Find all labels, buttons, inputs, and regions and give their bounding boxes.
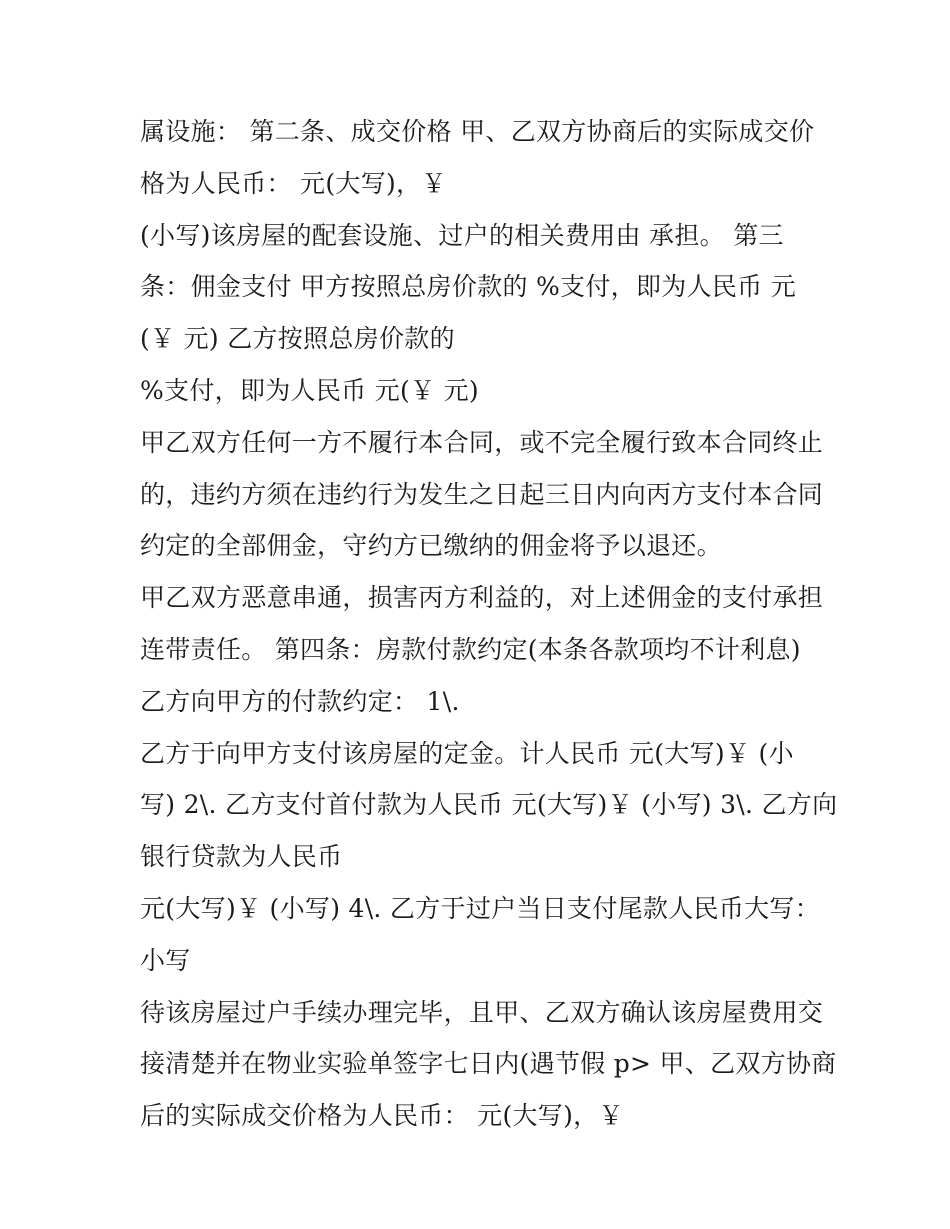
text-line: 写) 2\. 乙方支付首付款为人民币 元(大写)￥ (小写) 3\. 乙方向 — [140, 790, 838, 820]
text-line: 待该房屋过户手续办理完毕，且甲、乙双方确认该房屋费用交 — [140, 997, 824, 1027]
text-line: 银行贷款为人民币 — [140, 842, 343, 872]
text-line: 后的实际成交价格为人民币： 元(大写)，￥ — [140, 1101, 624, 1131]
text-line: (小写)该房屋的配套设施、过户的相关费用由 承担。 第三 — [140, 220, 784, 250]
text-line: 连带责任。 第四条：房款付款约定(本条各款项均不计利息) — [140, 634, 801, 664]
text-line: 乙方于向甲方支付该房屋的定金。计人民币 元(大写)￥ (小 — [140, 738, 794, 768]
text-line: 条：佣金支付 甲方按照总房价款的 %支付，即为人民币 元 — [140, 272, 796, 302]
text-line: 甲乙双方恶意串通，损害丙方利益的，对上述佣金的支付承担 — [140, 583, 824, 613]
contract-text-block — [140, 106, 838, 1142]
text-line: 小写 — [140, 945, 191, 975]
text-line: 甲乙双方任何一方不履行本合同，或不完全履行致本合同终止 — [140, 427, 824, 457]
text-line: 属设施： 第二条、成交价格 甲、乙双方协商后的实际成交价 — [140, 117, 815, 146]
text-line: 格为人民币： 元(大写)，￥ — [140, 168, 447, 198]
text-line: (￥ 元) 乙方按照总房价款的 — [140, 324, 455, 354]
text-line: 的，违约方须在违约行为发生之日起三日内向丙方支付本合同 — [140, 479, 824, 509]
text-line: 乙方向甲方的付款约定： 1\. — [140, 686, 460, 716]
text-line: 约定的全部佣金，守约方已缴纳的佣金将予以退还。 — [140, 531, 722, 561]
text-line: %支付，即为人民币 元(￥ 元) — [140, 375, 479, 405]
text-line: 元(大写)￥ (小写) 4\. 乙方于过户当日支付尾款人民币大写： — [140, 893, 821, 923]
text-line: 接清楚并在物业实验单签字七日内(遇节假 p> 甲、乙双方协商 — [140, 1049, 837, 1079]
